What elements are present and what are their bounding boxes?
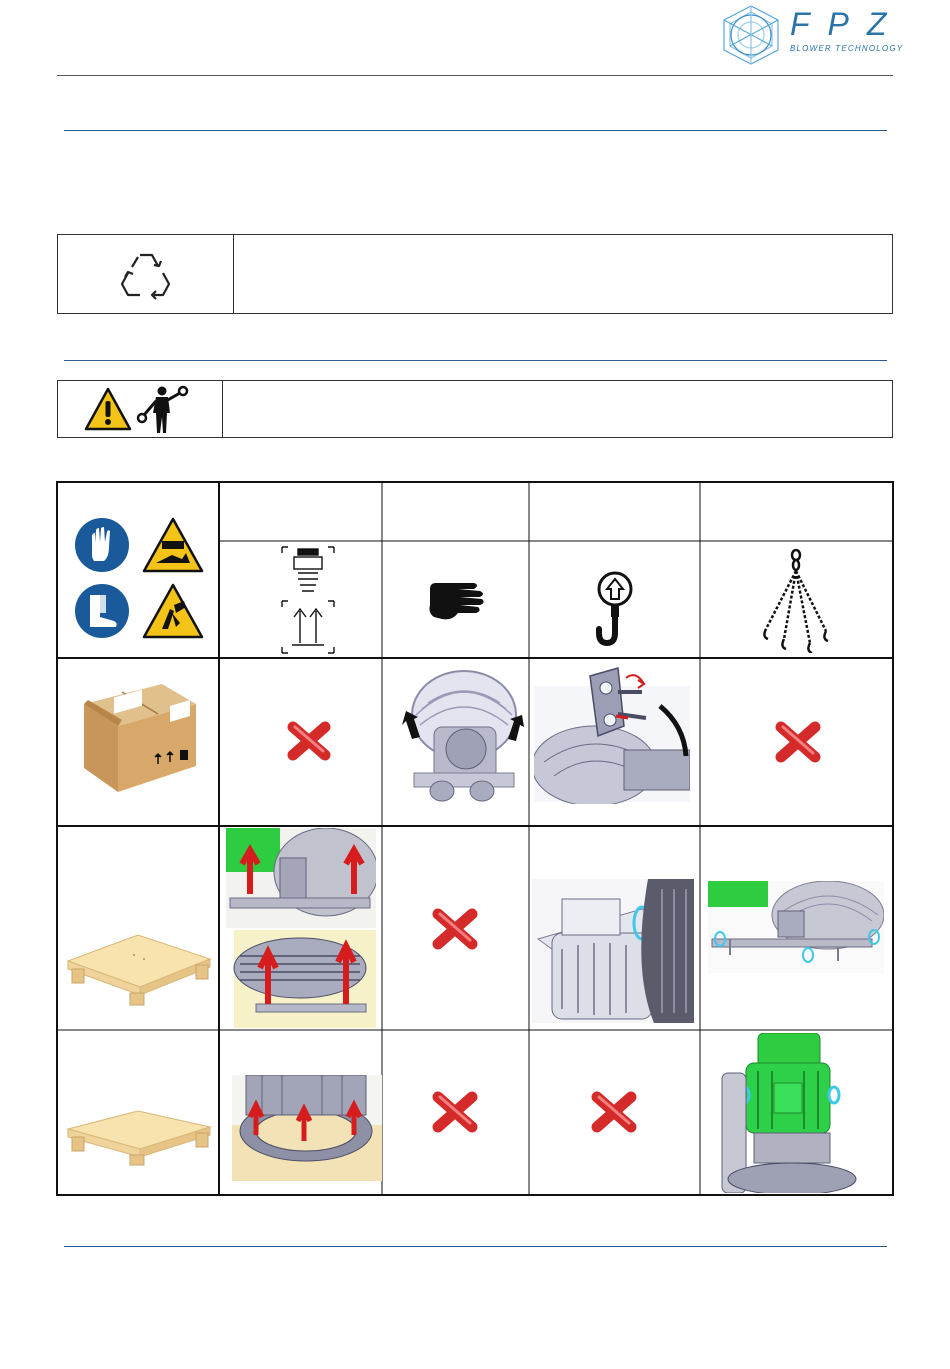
gloves-icon	[74, 517, 130, 573]
chain-lift-base-image	[708, 881, 884, 973]
manual-hand-icon	[424, 579, 486, 623]
package-wooden-pallet-icon	[64, 931, 212, 1007]
warning-divider	[222, 381, 223, 437]
brand-tagline: BLOWER TECHNOLOGY	[790, 44, 904, 53]
package-wooden-pallet-icon	[64, 1107, 212, 1167]
column-header-eyebolt	[530, 483, 700, 541]
ppe-cell	[58, 483, 218, 657]
column-header-chains	[701, 483, 891, 541]
not-allowed-icon	[432, 908, 478, 950]
header-divider	[57, 75, 893, 76]
handling-table	[56, 481, 894, 1197]
recycle-icon	[118, 249, 174, 301]
maintenance-technician-icon	[136, 385, 194, 435]
chain-sling-icon	[756, 549, 836, 653]
section-rule	[64, 1246, 887, 1247]
brand-name: FPZ	[790, 6, 905, 42]
recycling-divider	[233, 235, 234, 313]
eyebolt-image	[534, 666, 690, 804]
forklift-vertical-image	[232, 1075, 382, 1181]
forklift-lift-icon	[278, 543, 338, 655]
not-allowed-icon	[775, 721, 821, 763]
lift-by-hand-image	[402, 669, 526, 809]
column-header-forklift	[220, 483, 382, 541]
chain-lift-vertical-image	[718, 1033, 858, 1193]
eyebolt-motor-image	[532, 879, 694, 1023]
hand-crush-hazard-icon	[142, 517, 204, 573]
forklift-base-image	[226, 828, 376, 1028]
package-cardboard-box-icon	[78, 664, 202, 794]
not-allowed-icon	[591, 1091, 637, 1133]
section-rule	[64, 360, 887, 361]
warning-triangle-icon	[84, 387, 132, 431]
cut-hazard-icon	[142, 583, 204, 639]
eyebolt-hook-icon	[594, 571, 636, 647]
fpz-logo-icon	[716, 2, 786, 68]
not-allowed-icon	[432, 1091, 478, 1133]
safety-boots-icon	[74, 583, 130, 639]
recycling-notice	[57, 234, 893, 314]
qualified-personnel-notice	[57, 380, 893, 438]
not-allowed-icon	[287, 721, 331, 761]
column-header-manual	[383, 483, 529, 541]
section-rule	[64, 130, 887, 131]
